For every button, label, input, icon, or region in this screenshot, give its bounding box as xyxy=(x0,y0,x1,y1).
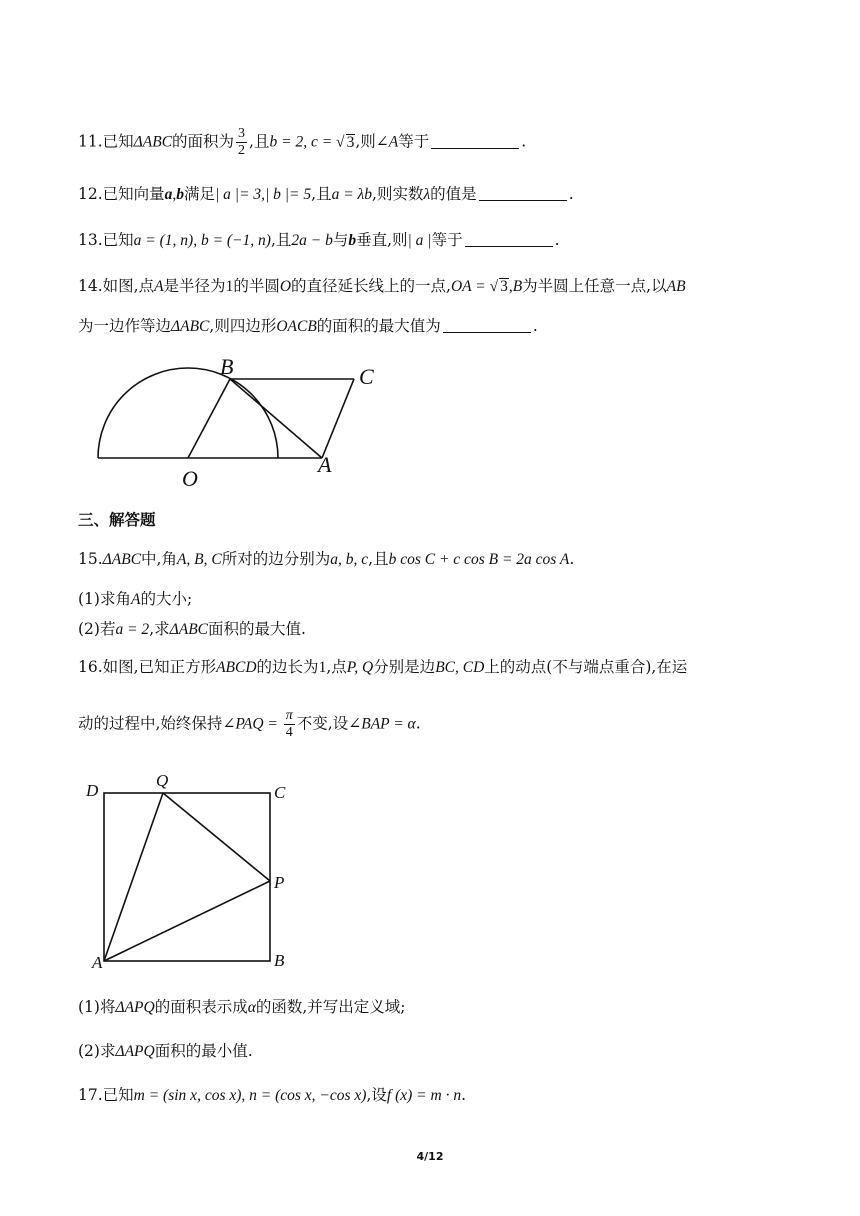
answer-blank xyxy=(443,318,531,333)
label-d: D xyxy=(86,781,99,800)
label-c: C xyxy=(359,364,374,389)
segment-ba xyxy=(230,379,322,458)
question-17: 17.已知m = (sin x, cos x), n = (cos x, −cos x),设f (x) = m · n. xyxy=(78,1086,467,1104)
label-c: C xyxy=(274,783,286,802)
segment-ca xyxy=(322,379,354,458)
label-q: Q xyxy=(156,771,169,790)
label-b: B xyxy=(220,354,234,379)
question-16-line-1: 16.如图,已知正方形ABCD的边长为1,点P, Q分别是边BC, CD上的动点(不与端点重合),在运 xyxy=(78,658,688,676)
segment-qp xyxy=(163,793,270,881)
label-a: A xyxy=(92,953,103,972)
question-16-line-2: 动的过程中,始终保持∠PAQ = $\frac{\pi}{4}$ 不变,设∠BAP = α. xyxy=(78,708,421,741)
question-14-line-1: 14.如图,点A是半径为1的半圆O的直径延长线上的一点,OA = √ 3,B为半圆上任意一点,以AB xyxy=(78,277,686,295)
answer-blank xyxy=(465,232,553,247)
question-14-line-2: 为一边作等边ΔABC,则四边形OACB的面积的最大值为 . xyxy=(78,317,538,335)
semicircle-arc xyxy=(98,368,278,458)
segment-aq xyxy=(104,793,163,961)
question-16-part-2: (2)求ΔAPQ面积的最小值. xyxy=(78,1042,253,1060)
question-15-part-2: (2)若a = 2,求ΔABC面积的最大值. xyxy=(78,620,306,638)
label-o: O xyxy=(182,466,198,491)
question-15-part-1: (1)求角A的大小; xyxy=(78,590,193,608)
section-heading: 三、解答题 xyxy=(78,511,156,529)
semicircle-figure xyxy=(78,348,390,494)
segment-ap xyxy=(104,881,270,961)
fraction: $\frac{3}{2}$ xyxy=(238,126,246,159)
answer-blank xyxy=(431,134,519,149)
label-a: A xyxy=(318,452,332,477)
question-16-part-1: (1)将ΔAPQ的面积表示成α的函数,并写出定义域; xyxy=(78,998,406,1016)
label-p: P xyxy=(274,873,285,892)
page-number: 4/12 xyxy=(416,1150,444,1163)
label-b: B xyxy=(274,951,285,970)
question-15-line-1: 15.ΔABC中,角A, B, C所对的边分别为a, b, c,且b cos C + c cos B = 2a cos A. xyxy=(78,550,575,568)
fraction: $\frac{\pi}{4}$ xyxy=(285,708,293,741)
segment-ob xyxy=(188,379,230,458)
square-figure xyxy=(78,768,308,974)
question-11: 11.已知ΔABC的面积为 $\frac{3}{2}$ ,且b = 2, c = √ 3,则∠A等于 . xyxy=(78,126,527,159)
question-13: 13.已知a = (1, n), b = (−1, n),且2a − b与b垂直,则| a |等于 . xyxy=(78,231,560,249)
question-12: 12.已知向量a,b满足| a |= 3,| b |= 5,且a = λb,则实数λ的值是 . xyxy=(78,185,574,203)
answer-blank xyxy=(479,186,567,201)
square-abcd xyxy=(104,793,270,961)
